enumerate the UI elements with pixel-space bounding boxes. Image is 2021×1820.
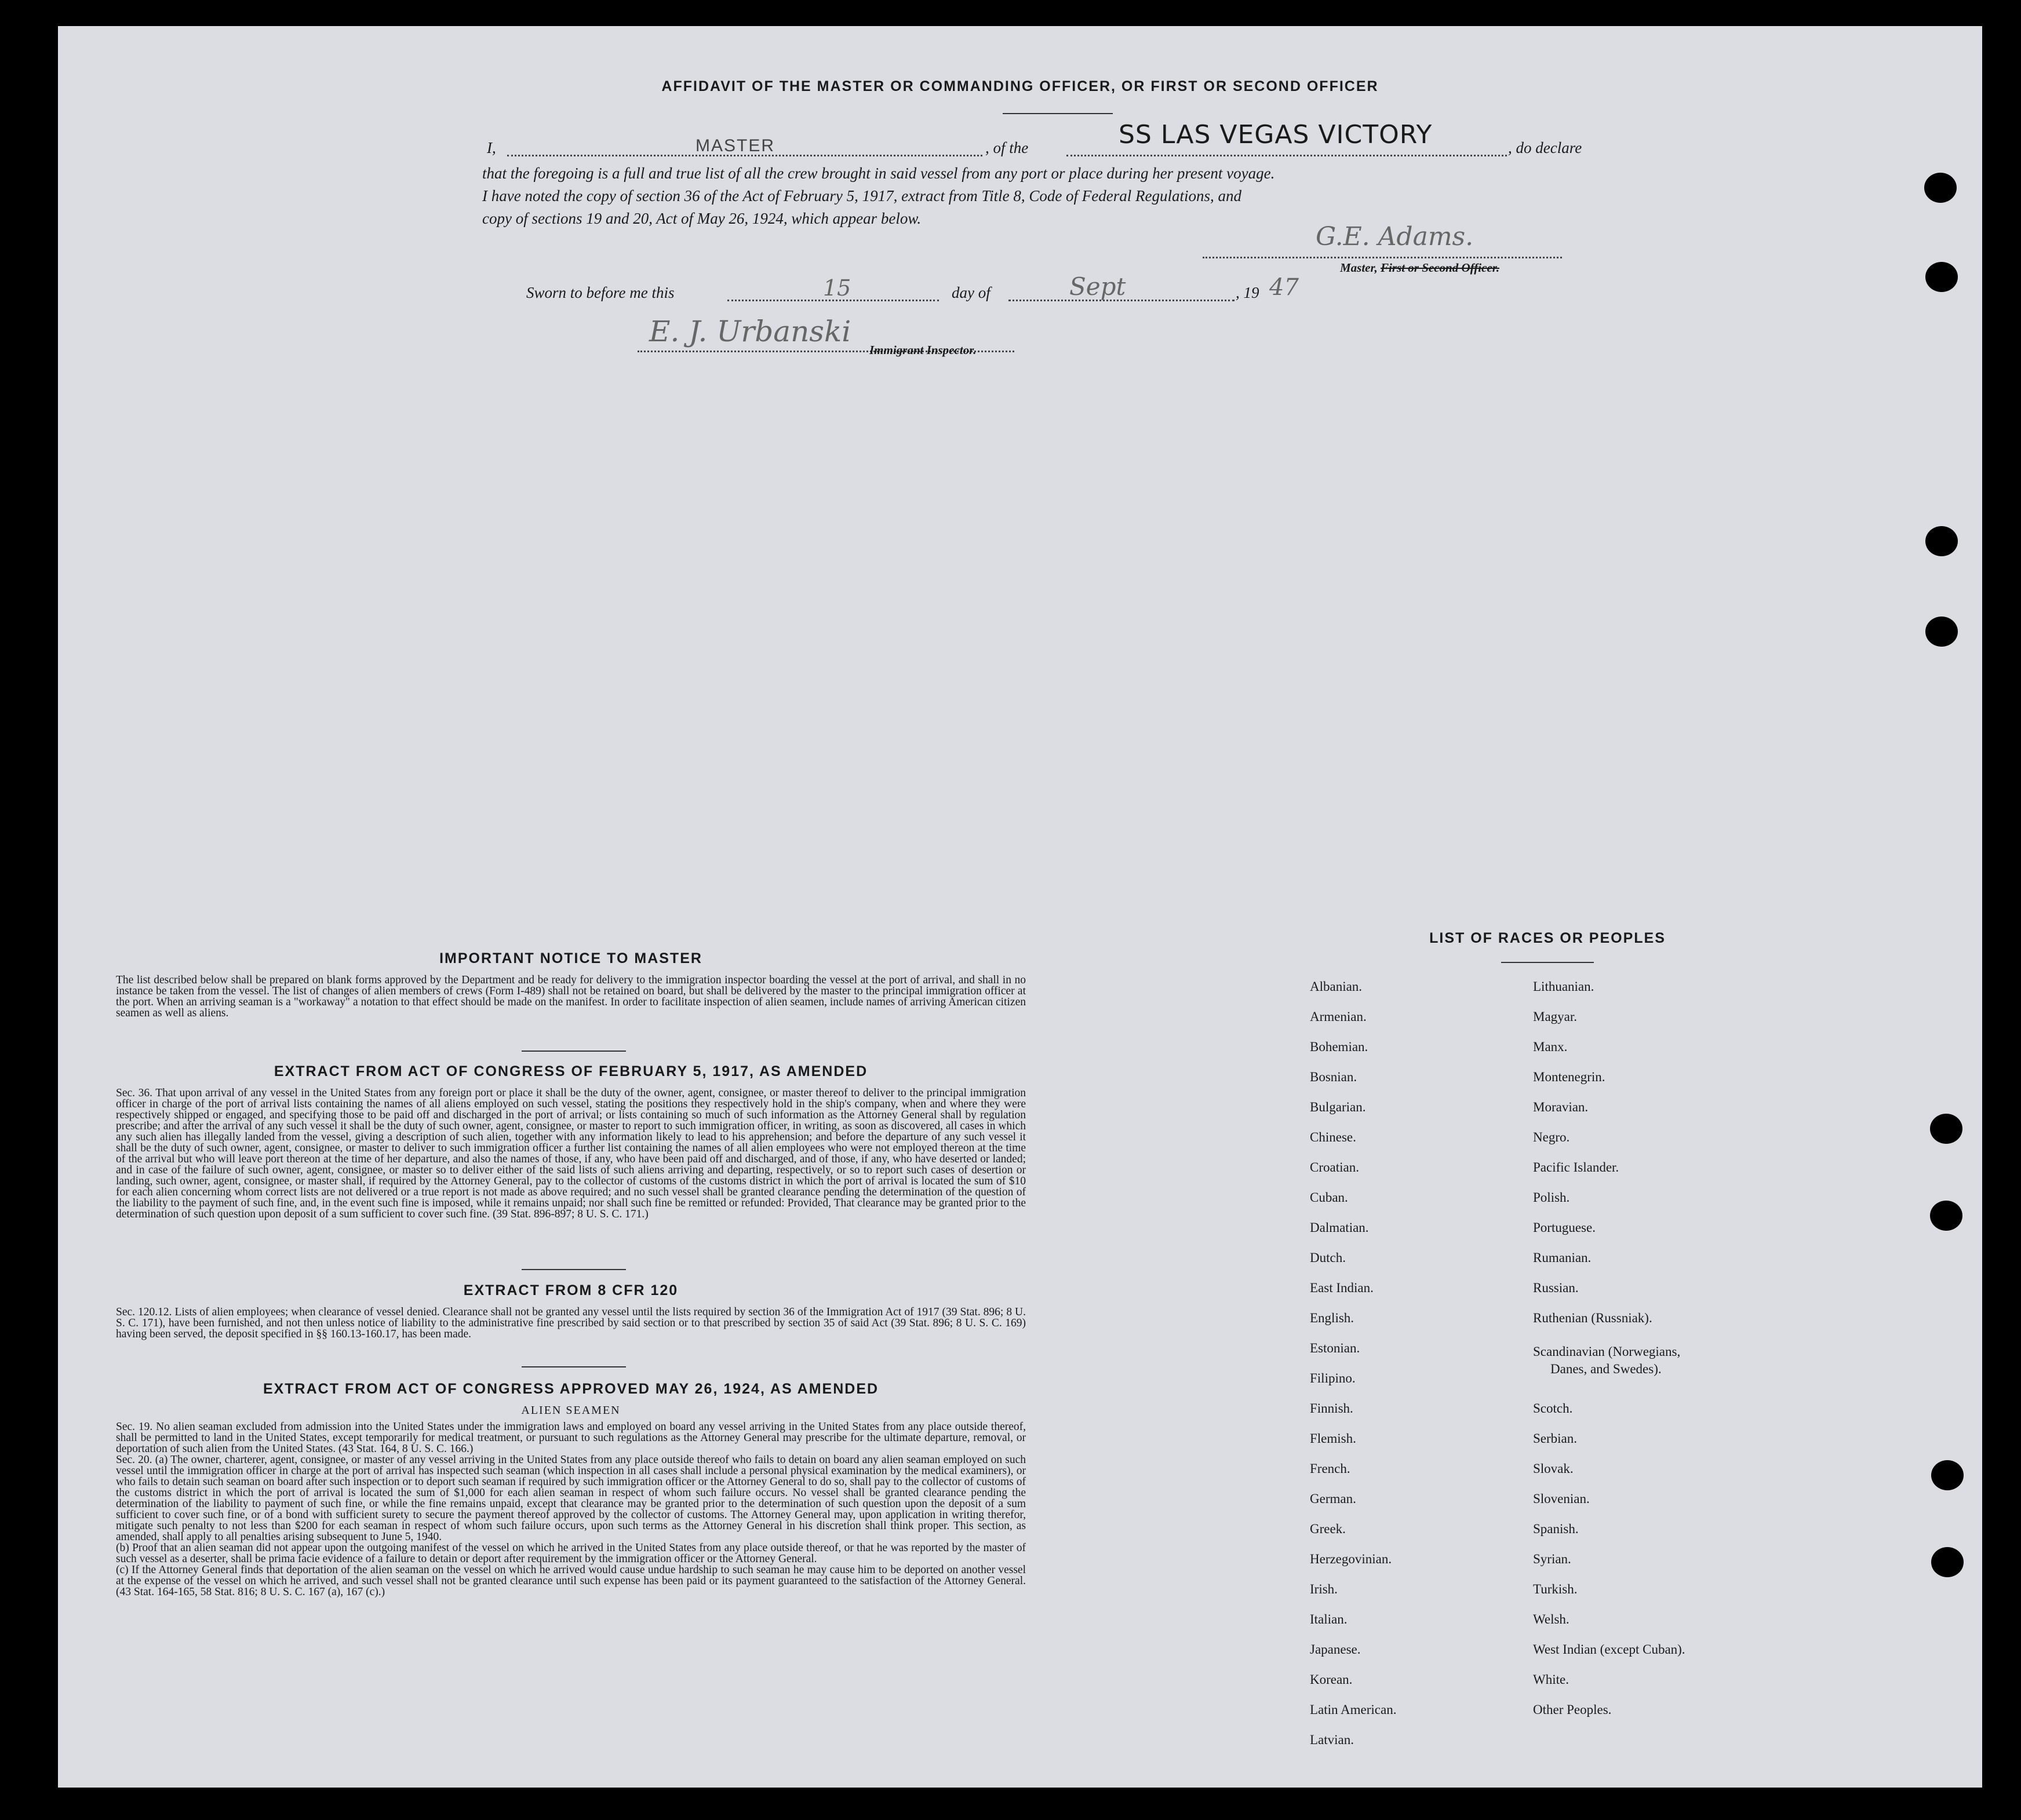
i-label: I, [487,139,496,156]
race-item: Magyar. [1533,1009,1578,1024]
race-item: Rumanian. [1533,1250,1592,1265]
race-item: Other Peoples. [1533,1702,1612,1717]
race-item: West Indian (except Cuban). [1533,1642,1685,1657]
punch-hole [1931,1460,1964,1490]
race-item: White. [1533,1672,1569,1687]
extract-cfr-rule [522,1366,626,1367]
race-item: East Indian. [1310,1281,1374,1295]
race-item: Greek. [1310,1522,1346,1536]
inspector-signature: E. J. Urbanski [649,315,851,348]
sec19-paragraph: Sec. 19. No alien seaman excluded from admission into the United States under the immigration laws and employed on board any vessel arriving in the United States from any place outside thereof, shall be permitted to land in the United States, except temporarily for medical treatment, or pursuant to such regulations as the Attorney General may prescribe for the ultimate departure, removal, or deportation of such alien from the United States. (43 Stat. 164, 8 U. S. C. 166.) [116,1421,1026,1455]
race-item: Slovenian. [1533,1491,1590,1506]
race-item: Filipino. [1310,1371,1356,1385]
extract-cfr-text: Sec. 120.12. Lists of alien employees; when clearance of vessel denied. Clearance shall not be granted any vessel until the lists required by section 36 of the Immigration Act of 1917 (39 Stat. 896; 8 U. S. C. 171), have been furnished, and not then unless notice of liability to the administrative fine prescribed by said section or to that prescribed by section 35 of said Act (39 Stat. 896; 8 U. S. C. 169) having been served, the deposit specified in §§ 160.13-160.17, has been made. [116,1306,1026,1340]
race-item: Finnish. [1310,1401,1353,1416]
inspector-label: Immigrant Inspector. [869,343,977,357]
race-item: Korean. [1310,1672,1353,1687]
notice-text: The list described below shall be prepared on blank forms approved by the Department and be ready for delivery to the immigration inspector boarding the vessel at the port of arrival, and shall in no instance be taken from the vessel. The list of changes of alien members of crews (Form I-489) shall not be retained on board, but shall be delivered by the master to the principal immigration officer at the port. When an arriving seaman is a "workaway" a notation to that effect should be made on the manifest. In order to facilitate inspection of alien seamen, include names of arriving American citizen seamen as well as aliens. [116,974,1026,1019]
race-item: Welsh. [1533,1612,1570,1626]
race-item: Bohemian. [1310,1040,1368,1054]
race-item: Negro. [1533,1130,1570,1144]
punch-hole [1925,526,1958,556]
title-rule [1003,113,1113,114]
day-of-label: day of [952,284,991,301]
sworn-label: Sworn to before me this [526,284,675,301]
race-item: Cuban. [1310,1190,1348,1205]
race-item: Moravian. [1533,1100,1589,1114]
punch-hole [1925,262,1958,292]
year-prefix: , 19 [1236,284,1259,301]
race-item: Syrian. [1533,1552,1571,1566]
race-item: Dalmatian. [1310,1220,1369,1235]
race-item: Herzegovinian. [1310,1552,1392,1566]
punch-hole [1924,173,1957,203]
extract-1917-title: EXTRACT FROM ACT OF CONGRESS OF FEBRUARY 5, 1917, AS AMENDED [274,1063,868,1079]
race-item: Danes, and Swedes). [1550,1362,1662,1376]
race-item: Montenegrin. [1533,1070,1605,1084]
races-title: LIST OF RACES OR PEOPLES [1429,930,1666,946]
extract-cfr-title: EXTRACT FROM 8 CFR 120 [463,1282,679,1299]
vessel-value: SS LAS VEGAS VICTORY [1119,120,1433,149]
punch-hole [1930,1114,1962,1144]
year-value: 47 [1269,274,1299,301]
of-the-label: , of the [985,139,1029,156]
race-item: Albanian. [1310,979,1363,994]
race-item: Spanish. [1533,1522,1579,1536]
race-item: Latin American. [1310,1702,1397,1717]
extract-1924-title: EXTRACT FROM ACT OF CONGRESS APPROVED MAY 26, 1924, AS AMENDED [263,1381,879,1397]
rank-value: MASTER [695,136,775,155]
punch-hole [1931,1547,1964,1577]
race-item: Pacific Islander. [1533,1160,1619,1175]
race-item: Slovak. [1533,1461,1574,1476]
extract-1924-body [116,1421,1026,1597]
race-item: Polish. [1533,1190,1570,1205]
sec20c-paragraph: (c) If the Attorney General finds that deportation of the alien seaman on the vessel on which he arrived would cause undue hardship to such seaman he may cause him to be deported on another vessel at the expense of the vessel on which he arrived, and such vessel shall not be granted clearance until such expense has been paid or its payment guaranteed to the satisfaction of the Attorney General. (43 Stat. 164-165, 58 Stat. 816; 8 U. S. C. 167 (a), 167 (c).) [116,1564,1026,1598]
race-item: Turkish. [1533,1582,1578,1596]
race-item: Armenian. [1310,1009,1367,1024]
month-value: Sept [1069,272,1126,301]
race-item: Dutch. [1310,1250,1346,1265]
extract-1917-rule [522,1269,626,1270]
punch-hole [1925,617,1958,647]
sec20a-paragraph: Sec. 20. (a) The owner, charterer, agent, consignee, or master of any vessel arriving in the United States from any place outside thereof who fails to detain on board any alien seaman employed on such vessel until the immigration officer in charge at the port of arrival has inspected such seaman (which inspection in all cases shall include a personal physical examination by the medical examiners), or who fails to detain such seaman on board after such inspection or to deport such seaman if required by such immigration officer or the Attorney General to do so, shall pay to the collector of customs of the customs district in which the port of arrival is located the sum of $1,000 for each alien seaman in respect of whom such failure occurs. No vessel shall be granted clearance pending the determination of the liability to payment of such fine, or while the fine remains unpaid, except that clearance may be granted prior to the determination of such question upon the deposit of a sum sufficient to cover such fine, or of a bond with sufficient surety to secure the payment thereof approved by the collector of customs. The Attorney General may, upon application in writing therefor, mitigate such penalty to not less than $200 for each seaman in respect of whom such failure occurs, upon such terms as the Attorney General in his discretion shall think proper. This section, as amended, shall apply to all penalties arising subsequent to June 5, 1940. [116,1454,1026,1543]
race-item: Russian. [1533,1281,1579,1295]
race-item: Manx. [1533,1040,1568,1054]
extract-1924-subtitle: ALIEN SEAMEN [521,1404,621,1417]
affidavit-statement [482,162,1621,230]
race-item: English. [1310,1311,1354,1325]
race-item: Flemish. [1310,1431,1356,1446]
document-page [58,26,1982,1788]
notice-rule [522,1051,626,1052]
races-rule [1501,962,1594,963]
race-item: Portuguese. [1533,1220,1596,1235]
vessel-line [1066,155,1507,156]
race-item: Serbian. [1533,1431,1578,1446]
race-item: Ruthenian (Russniak). [1533,1311,1652,1325]
race-item: Scandinavian (Norwegians, [1533,1344,1681,1359]
race-item: Japanese. [1310,1642,1361,1657]
race-item: Bulgarian. [1310,1100,1366,1114]
signature-line [1203,257,1562,258]
punch-hole [1930,1201,1962,1231]
day-value: 15 [823,275,851,301]
race-item: Latvian. [1310,1733,1354,1747]
race-item: Estonian. [1310,1341,1360,1355]
master-label: Master, [1340,261,1378,275]
race-item: Italian. [1310,1612,1348,1626]
race-item: Bosnian. [1310,1070,1357,1084]
sec20b-paragraph: (b) Proof that an alien seaman did not appear upon the outgoing manifest of the vessel on which he arrived in the United States from any place outside thereof, or that he was reported by the master of such vessel as a deserter, shall be prima facie evidence of a failure to detain or deport after requirement by the immigration officer or the Attorney General. [116,1542,1026,1565]
extract-1917-text: Sec. 36. That upon arrival of any vessel in the United States from any foreign port or place it shall be the duty of the owner, agent, consignee, or master thereof to deliver to the principal immigration officer in charge of the port of arrival lists containing the names of all aliens employed on such vessel, stating the positions they respectively hold in the ship's company, when and where they were respectively shipped or engaged, and specifying those to be paid off and discharged in the port of arrival; or lists containing so much of such information as the Attorney General shall by regulation prescribe; and after the arrival of any such vessel it shall be the duty of such owner, agent, consignee, or master to report to such immigration officer, in writing, as soon as discovered, all cases in which any such alien has illegally landed from the vessel, giving a description of such alien, together with any information likely to lead to his apprehension; and before the departure of any such vessel it shall be the duty of such owner, agent, consignee, or master to deliver to such immigration officer a further list containing the names of all alien employees who were not employed thereon at the time of the arrival but who will leave port thereon at the time of her departure, and also the names of those, if any, who have been paid off and discharged, and of those, if any, who have deserted or landed; and in case of the failure of such owner, agent, consignee, or master so to deliver either of the said lists of such aliens arriving and departing, respectively, or so to report such cases of desertion or landing, such owner, agent, consignee, or master shall, if required by the Attorney General, pay to the collector of customs of the customs district in which the port of arrival is located the sum of $10 for each alien concerning whom correct lists are not delivered or a true report is not made as above required; and no such vessel shall be granted clearance pending the determination of the question of the liability to the payment of such fine, and, in the event such fine is imposed, while it remains unpaid; nor shall such fine be remitted or refunded: Provided, That clearance may be granted prior to the determination of such question upon deposit of a sum sufficient to cover such fine. (39 Stat. 896-897; 8 U. S. C. 171.) [116,1087,1026,1220]
signature-caption [1340,261,1499,275]
statement-line-3: copy of sections 19 and 20, Act of May 26, 1924, which appear below. [482,210,922,227]
notice-title: IMPORTANT NOTICE TO MASTER [439,950,702,966]
race-item: German. [1310,1491,1356,1506]
master-signature: G.E. Adams. [1316,222,1474,251]
statement-line-2: I have noted the copy of section 36 of the Act of February 5, 1917, extract from Title 8, Code of Federal Regulations, and [482,187,1242,205]
race-item: Scotch. [1533,1401,1573,1416]
do-declare-label: , do declare [1508,139,1582,156]
race-item: Lithuanian. [1533,979,1594,994]
race-item: Croatian. [1310,1160,1359,1175]
struck-officer-label: First or Second Officer. [1381,261,1499,275]
affidavit-title: AFFIDAVIT OF THE MASTER OR COMMANDING OFFICER, OR FIRST OR SECOND OFFICER [661,78,1379,94]
race-item: French. [1310,1461,1350,1476]
race-item: Chinese. [1310,1130,1356,1144]
statement-line-1: that the foregoing is a full and true list of all the crew brought in said vessel from any port or place during her present voyage. [482,165,1275,182]
race-item: Irish. [1310,1582,1338,1596]
